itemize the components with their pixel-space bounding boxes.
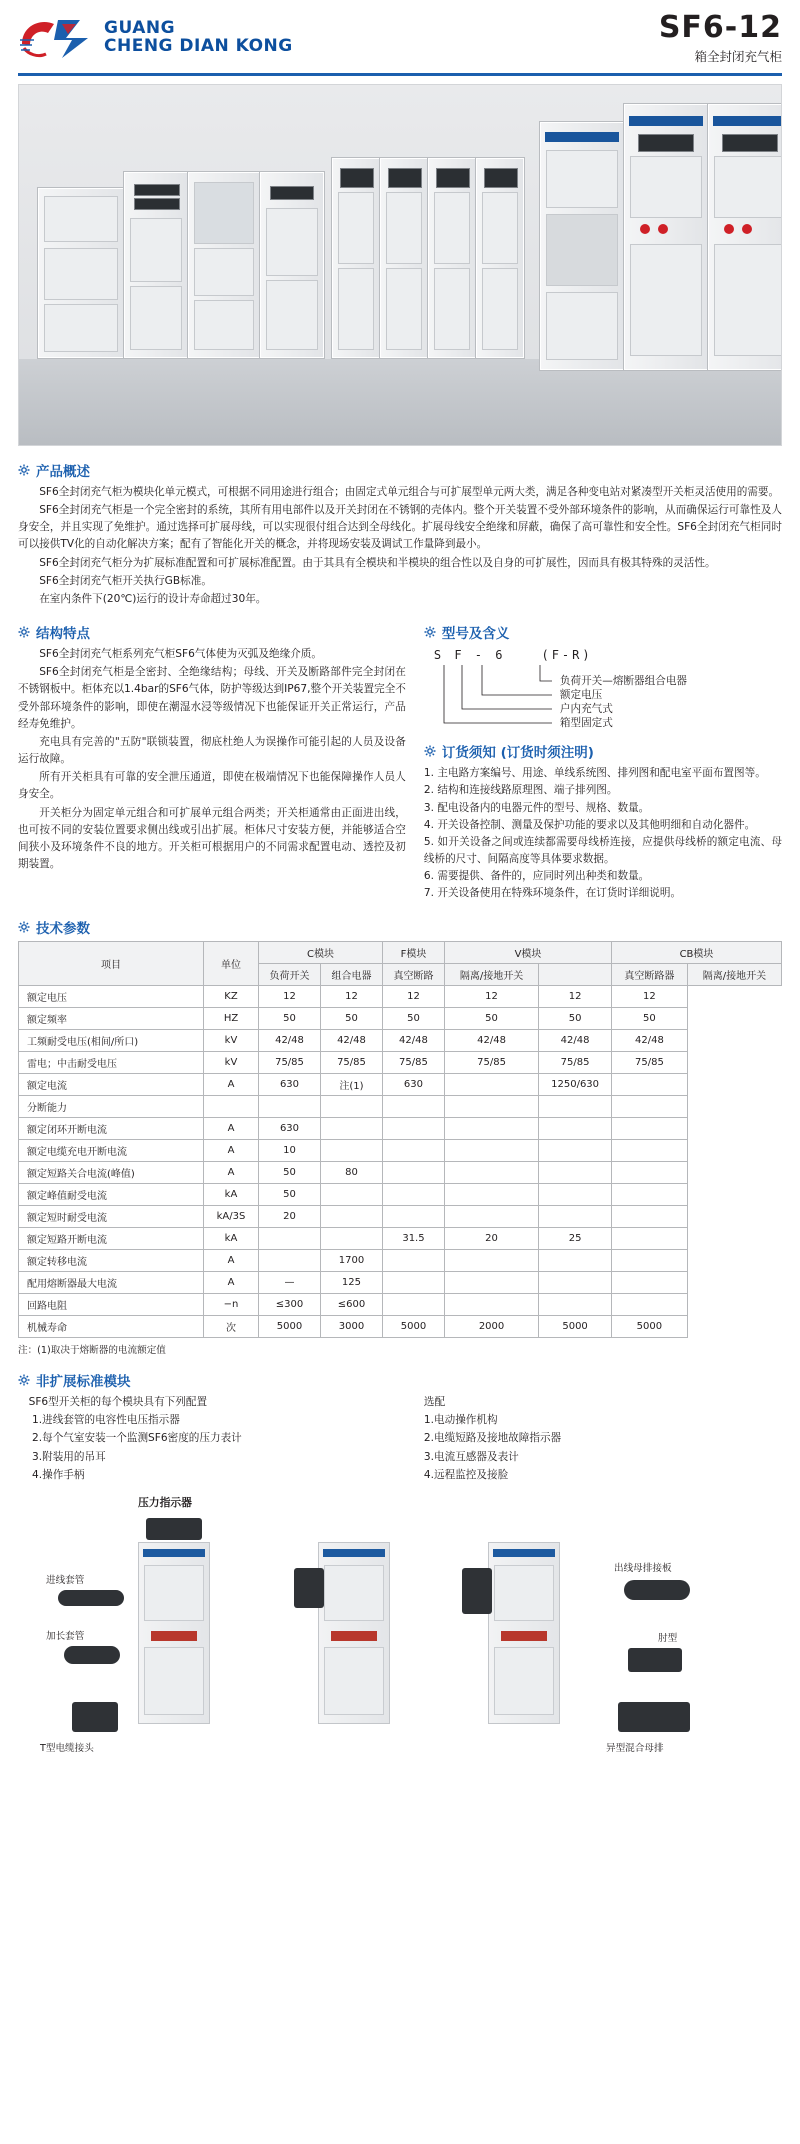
table-cell-value: 12 [444, 985, 538, 1007]
nonstd-left-intro: SF6型开关柜的每个模块具有下列配置 [28, 1395, 208, 1408]
part-extended-bushing [64, 1646, 120, 1664]
structure-p4: 所有开关柜具有可靠的安全泄压通道，即使在极端情况下也能保障操作人员人身安全。 [18, 771, 406, 801]
table-cell-value [320, 1095, 382, 1117]
table-row [19, 1183, 782, 1205]
structure-title-row [18, 622, 406, 642]
table-cell-item: 额定闭环开断电流 [19, 1117, 204, 1139]
cabinet-2 [123, 171, 189, 359]
table-cell-item: 额定频率 [19, 1007, 204, 1029]
table-cell-value [382, 1139, 444, 1161]
nonstd-left [18, 1394, 406, 1485]
nonstd-columns [18, 1394, 782, 1485]
ordering-title-row [424, 741, 782, 761]
table-cell-value: 50 [259, 1183, 321, 1205]
table-cell-value [382, 1249, 444, 1271]
table-cell-unit: KZ [204, 985, 259, 1007]
header-title-block [659, 10, 782, 65]
ordering-item-4: 4. 开关设备控制、测量及保护功能的要求以及其他明细和自动化器件。 [423, 818, 756, 831]
page-title: SF6-12 [658, 10, 782, 45]
table-cell-value [382, 1205, 444, 1227]
model-label-1: 负荷开关—熔断器组合电器 [559, 675, 688, 688]
table-cell-value [612, 1161, 688, 1183]
header-divider [18, 73, 782, 76]
table-cell-value [539, 1117, 612, 1139]
model-ordering-column [424, 622, 782, 902]
table-cell-value [320, 1183, 382, 1205]
table-cell-item: 额定转移电流 [19, 1249, 204, 1271]
table-cell-value: 50 [259, 1161, 321, 1183]
ordering-item-1: 1. 主电路方案编号、用途、单线系统图、排列图和配电室平面布置图等。 [423, 767, 766, 780]
cabinet-1 [37, 187, 125, 359]
table-cell-value: 630 [259, 1117, 321, 1139]
tech-title: 技术参数 [36, 920, 90, 937]
tech-table [18, 941, 782, 1338]
table-cell-unit: kV [204, 1051, 259, 1073]
table-cell-value [444, 1183, 538, 1205]
table-cell-value: 42/48 [539, 1029, 612, 1051]
table-cell-value [382, 1161, 444, 1183]
tech-table-body [19, 985, 782, 1337]
table-cell-value: 20 [259, 1205, 321, 1227]
structure-p2: SF6全封闭充气柜是全密封、全绝缘结构；母线、开关及断路部件完全封闭在不锈钢板中。柜体充以1.4bar的SF6气体，防护等级达到IP67,整个开关装置完全不受外部环境条件的影响，即使在潮湿水浸等级情况下也能保证开关正常运行，产品经寿免维护。 [18, 666, 406, 730]
th-group-v: V模块 [444, 941, 611, 963]
table-cell-value [612, 1183, 688, 1205]
table-cell-value: 5000 [382, 1315, 444, 1337]
table-cell-value [612, 1271, 688, 1293]
structure-p1: SF6全封闭充气柜系列充气柜SF6气体使为灭弧及绝缘介质。 [39, 648, 322, 661]
brand-line-2: CHENG DIAN KONG [104, 35, 293, 56]
table-cell-value: 12 [539, 985, 612, 1007]
table-cell-value: 1250/630 [539, 1073, 612, 1095]
list-item: 1.进线套管的电容性电压指示器 [32, 1413, 180, 1426]
table-cell-value: 75/85 [444, 1051, 538, 1073]
bushing-group-3 [462, 1568, 492, 1614]
structure-p3: 充电具有完善的"五防"联锁装置，彻底杜绝人为误操作可能引起的人员及设备运行故障。 [18, 735, 406, 766]
model-code-suffix: (F-R) [541, 648, 593, 663]
table-cell-unit [204, 1095, 259, 1117]
accessory-cabinet-2 [318, 1542, 390, 1724]
brand-text [104, 20, 293, 55]
table-cell-value: 42/48 [382, 1029, 444, 1051]
table-cell-value [259, 1249, 321, 1271]
section-tech [18, 917, 782, 1356]
table-cell-value: 12 [320, 985, 382, 1007]
page-subtitle: 箱全封闭充气柜 [694, 49, 782, 64]
table-cell-item: 配用熔断器最大电流 [19, 1271, 204, 1293]
table-cell-value [259, 1095, 321, 1117]
table-cell-value [612, 1205, 688, 1227]
table-cell-value: 50 [382, 1007, 444, 1029]
table-cell-unit: A [204, 1139, 259, 1161]
table-cell-unit: A [204, 1117, 259, 1139]
overview-p3: SF6全封闭充气柜分为扩展标准配置和可扩展标准配置。由于其具有全模块和半模块的组合性以及自身的可扩展性，因而具有极其特殊的灵活性。 [39, 556, 716, 569]
table-cell-value [320, 1227, 382, 1249]
th-sub-7: 隔离/接地开关 [687, 963, 781, 985]
table-cell-value [320, 1117, 382, 1139]
callout-extended-bushing: 加长套管 [46, 1630, 85, 1642]
table-cell-value: 3000 [320, 1315, 382, 1337]
table-row [19, 1007, 782, 1029]
table-cell-value: 42/48 [320, 1029, 382, 1051]
list-item: 1.电动操作机构 [423, 1413, 498, 1426]
table-cell-value [382, 1293, 444, 1315]
table-cell-value: 5000 [612, 1315, 688, 1337]
nonstd-title: 非扩展标准模块 [36, 1373, 131, 1390]
table-cell-value: 125 [320, 1271, 382, 1293]
ordering-item-3: 3. 配电设备内的电器元件的型号、规格、数量。 [423, 801, 650, 814]
list-item: 4.操作手柄 [32, 1469, 85, 1482]
table-cell-value [259, 1227, 321, 1249]
table-cell-item: 雷电；中击耐受电压 [19, 1051, 204, 1073]
table-cell-value [539, 1161, 612, 1183]
cabinet-4 [259, 171, 325, 359]
bushing-group-2 [294, 1568, 324, 1608]
callout-inlet-bushing: 进线套管 [46, 1574, 85, 1586]
table-row [19, 1271, 782, 1293]
table-cell-unit: A [204, 1271, 259, 1293]
table-cell-value: 42/48 [259, 1029, 321, 1051]
table-row [19, 985, 782, 1007]
table-cell-value: 75/85 [612, 1051, 688, 1073]
table-cell-value [612, 1249, 688, 1271]
table-cell-item: 工频耐受电压(相间/所口) [19, 1029, 204, 1051]
table-cell-value: 80 [320, 1161, 382, 1183]
table-cell-value [320, 1139, 382, 1161]
table-cell-value: 50 [259, 1007, 321, 1029]
th-group-cb: CB模块 [612, 941, 782, 963]
table-cell-value: 12 [259, 985, 321, 1007]
cabinet-3 [187, 171, 261, 359]
part-mixed-busbar [618, 1702, 690, 1732]
tech-table-head [19, 941, 782, 985]
th-sub-2: 组合电器 [320, 963, 382, 985]
table-row [19, 1315, 782, 1337]
overview-body [18, 484, 782, 608]
table-cell-value [444, 1271, 538, 1293]
gear-icon [18, 1374, 30, 1386]
table-cell-value: 630 [259, 1073, 321, 1095]
table-cell-value: 630 [382, 1073, 444, 1095]
ordering-body [424, 765, 782, 902]
list-item: 3.附装用的吊耳 [32, 1450, 106, 1463]
overview-p5: 在室内条件下(20℃)运行的设计寿命超过30年。 [39, 592, 267, 605]
model-labels [560, 665, 782, 731]
table-row [19, 1073, 782, 1095]
cabinet-7 [427, 157, 477, 359]
brand-line-1: GUANG [104, 18, 176, 39]
table-cell-value [382, 1117, 444, 1139]
table-cell-value [539, 1095, 612, 1117]
tech-table-note: 注：(1)取决于熔断器的电流额定值 [18, 1344, 166, 1356]
cabinet-6 [379, 157, 429, 359]
accessory-cabinet-3 [488, 1542, 560, 1724]
table-cell-value [444, 1161, 538, 1183]
table-cell-value [444, 1249, 538, 1271]
table-row [19, 1095, 782, 1117]
table-cell-value: 注(1) [320, 1073, 382, 1095]
accessory-cabinet-1 [138, 1542, 210, 1724]
table-cell-value [444, 1139, 538, 1161]
table-cell-value: 1700 [320, 1249, 382, 1271]
table-cell-value [320, 1205, 382, 1227]
table-cell-value: — [259, 1271, 321, 1293]
ordering-item-2: 2. 结构和连接线路原理图、端子排列图。 [423, 784, 618, 797]
part-busbar-plate [624, 1580, 690, 1600]
nonstd-right [424, 1394, 782, 1485]
table-cell-value: 2000 [444, 1315, 538, 1337]
table-cell-unit: kA [204, 1227, 259, 1249]
table-row [19, 1139, 782, 1161]
callout-t-connector: T型电缆接头 [40, 1742, 94, 1754]
callout-mixed-busbar: 异型混合母排 [606, 1742, 664, 1754]
table-cell-value: 75/85 [320, 1051, 382, 1073]
table-row [19, 1051, 782, 1073]
table-cell-value [444, 1205, 538, 1227]
table-cell-value [539, 1183, 612, 1205]
tech-title-row [18, 917, 782, 937]
table-cell-value: ≤600 [320, 1293, 382, 1315]
table-cell-unit: kV [204, 1029, 259, 1051]
ordering-item-7: 7. 开关设备使用在特殊环境条件，在订货时详细说明。 [423, 887, 682, 900]
part-inlet-bushing [58, 1590, 124, 1606]
company-logo-icon [18, 14, 96, 62]
table-cell-value: 12 [382, 985, 444, 1007]
accessory-photos [18, 1516, 782, 1816]
th-sub-6: 真空断路器 [612, 963, 688, 985]
callout-elbow: 肘型 [658, 1632, 678, 1644]
model-label-2: 额定电压 [559, 689, 603, 702]
ordering-item-5: 5. 如开关设备之间或连续都需要母线桥连接，应提供母线桥的额定电流、母线桥的尺寸、间隔高度等具体要求数据。 [423, 835, 782, 866]
nonstd-title-row [18, 1370, 782, 1390]
nonstd-right-list [424, 1411, 782, 1485]
table-cell-value [539, 1293, 612, 1315]
table-cell-value [444, 1095, 538, 1117]
table-cell-value: 75/85 [539, 1051, 612, 1073]
table-cell-item: 额定短路开断电流 [19, 1227, 204, 1249]
overview-title-row [18, 460, 782, 480]
table-cell-value [612, 1117, 688, 1139]
table-cell-unit: −n [204, 1293, 259, 1315]
th-group-f: F模块 [382, 941, 444, 963]
table-cell-unit: 次 [204, 1315, 259, 1337]
table-cell-value [444, 1073, 538, 1095]
overview-p1: SF6全封闭充气柜为模块化单元模式，可根据不同用途进行组合；由固定式单元组合与可扩展型单元两大类，满足各种变电站对紧凑型开关柜灵活使用的需要。 [39, 486, 780, 498]
table-cell-item: 额定电缆充电开断电流 [19, 1139, 204, 1161]
table-cell-unit: A [204, 1161, 259, 1183]
cabinet-10 [623, 103, 709, 371]
list-item: 4.远程监控及接脸 [423, 1469, 509, 1482]
table-cell-item: 额定电流 [19, 1073, 204, 1095]
table-cell-value: ≤300 [259, 1293, 321, 1315]
table-cell-value: 31.5 [382, 1227, 444, 1249]
table-cell-unit: kA [204, 1183, 259, 1205]
th-sub-5 [539, 963, 612, 985]
table-cell-item: 额定电压 [19, 985, 204, 1007]
model-title: 型号及含义 [441, 626, 510, 643]
list-item: 2.每个气室安装一个监测SF6密度的压力表计 [32, 1432, 242, 1445]
table-cell-value [382, 1095, 444, 1117]
bushing-group-1 [146, 1518, 202, 1540]
table-cell-item: 额定短路关合电流(峰值) [19, 1161, 204, 1183]
th-group-c: C模块 [259, 941, 383, 963]
table-cell-value: 75/85 [259, 1051, 321, 1073]
th-sub-4: 隔离/接地开关 [444, 963, 538, 985]
overview-p2: SF6全封闭充气柜是一个完全密封的系统，其所有用电部件以及开关封闭在不锈钢的壳体内。整个开关装置不受外部环境条件的影响，从而确保运行可靠性及人身安全，并且实现了免维护。通过选择可扩展母线，可以实现很付组合达到全母线化。扩展母线安全绝缘和屏蔽，确保了高可靠性和安全性。SF6全封闭充气柜同时可以接供TV化的自动化解决方案；配有了智能化开关的概念，并将现场安装及调试工作量降到最小。 [18, 504, 782, 551]
gear-icon [18, 464, 30, 476]
table-group-header-row [19, 941, 782, 963]
structure-column [18, 622, 406, 902]
list-item: 3.电流互感器及表计 [423, 1450, 519, 1463]
table-cell-value: 50 [612, 1007, 688, 1029]
table-cell-value [612, 1293, 688, 1315]
overview-p4: SF6全封闭充气柜开关执行GB标准。 [39, 574, 212, 587]
table-cell-item: 分断能力 [19, 1095, 204, 1117]
section-nonstd [18, 1370, 782, 1510]
pressure-indicator-caption: 压力指示器 [138, 1495, 192, 1509]
table-cell-unit: A [204, 1249, 259, 1271]
th-sub-3: 真空断路 [382, 963, 444, 985]
section-structure-model [18, 622, 782, 902]
table-cell-value [539, 1139, 612, 1161]
brand-block [18, 14, 293, 62]
table-cell-value [382, 1183, 444, 1205]
table-cell-value: 25 [539, 1227, 612, 1249]
table-cell-unit: A [204, 1073, 259, 1095]
page-header [0, 0, 800, 71]
th-unit: 单位 [204, 941, 259, 985]
ordering-title: 订货须知 (订货时须注明) [441, 745, 594, 762]
product-photo [18, 84, 782, 446]
gear-icon [424, 745, 436, 757]
model-title-row [424, 622, 782, 642]
table-row [19, 1117, 782, 1139]
list-item: 2.电缆短路及接地故障指示器 [423, 1432, 562, 1445]
table-cell-value [444, 1293, 538, 1315]
cabinet-5 [331, 157, 381, 359]
table-cell-unit: kA/3S [204, 1205, 259, 1227]
part-elbow [628, 1648, 682, 1672]
part-t-connector [72, 1702, 118, 1732]
table-cell-value: 50 [320, 1007, 382, 1029]
table-cell-item: 回路电阻 [19, 1293, 204, 1315]
table-cell-value: 50 [539, 1007, 612, 1029]
ordering-item-6: 6. 需要提供、备件的，应同时列出种类和数量。 [423, 870, 650, 883]
callout-busbar-plate: 出线母排接板 [614, 1562, 672, 1574]
nonstd-right-intro: 选配 [423, 1395, 446, 1408]
table-cell-value: 5000 [539, 1315, 612, 1337]
model-label-3: 户内充气式 [559, 703, 613, 716]
table-cell-value [539, 1249, 612, 1271]
table-cell-value: 42/48 [444, 1029, 538, 1051]
photo-floor [19, 359, 781, 445]
section-overview [18, 460, 782, 608]
table-row [19, 1227, 782, 1249]
table-cell-value [612, 1227, 688, 1249]
th-sub-1: 负荷开关 [259, 963, 321, 985]
structure-body [18, 646, 406, 873]
table-cell-value: 42/48 [612, 1029, 688, 1051]
table-cell-item: 额定短时耐受电流 [19, 1205, 204, 1227]
table-cell-value: 5000 [259, 1315, 321, 1337]
table-row [19, 1161, 782, 1183]
table-row [19, 1293, 782, 1315]
table-cell-item: 额定峰值耐受电流 [19, 1183, 204, 1205]
gear-icon [18, 626, 30, 638]
model-code-main: S F - 6 [433, 648, 506, 663]
model-label-4: 箱型固定式 [559, 717, 613, 730]
table-cell-item: 机械寿命 [19, 1315, 204, 1337]
table-cell-value [612, 1095, 688, 1117]
cabinet-9 [539, 121, 625, 371]
cabinet-11 [707, 103, 782, 371]
table-cell-unit: HZ [204, 1007, 259, 1029]
table-row [19, 1205, 782, 1227]
table-cell-value [612, 1139, 688, 1161]
table-cell-value: 50 [444, 1007, 538, 1029]
table-cell-value: 12 [612, 985, 688, 1007]
structure-p5: 开关柜分为固定单元组合和可扩展单元组合两类；开关柜通常由正面进出线，也可按不同的安装位置要求侧出线或引出扩展。柜体尺寸安装方便，并能够适合空间狭小及环境条件不良的地方。开关柜可根据用户的不同需求配置电动、透控及初期装置。 [18, 806, 406, 870]
structure-title: 结构特点 [36, 626, 90, 643]
overview-title: 产品概述 [36, 464, 90, 480]
gear-icon [424, 626, 436, 638]
cabinet-8 [475, 157, 525, 359]
nonstd-left-list [32, 1411, 406, 1485]
table-cell-value [539, 1205, 612, 1227]
model-diagram [424, 646, 782, 731]
table-cell-value [444, 1117, 538, 1139]
table-cell-value: 10 [259, 1139, 321, 1161]
table-row [19, 1249, 782, 1271]
table-cell-value: 20 [444, 1227, 538, 1249]
th-item: 项目 [19, 941, 204, 985]
table-row [19, 1029, 782, 1051]
table-cell-value [539, 1271, 612, 1293]
table-cell-value [382, 1271, 444, 1293]
gear-icon [18, 921, 30, 933]
table-cell-value: 75/85 [382, 1051, 444, 1073]
table-cell-value [612, 1073, 688, 1095]
